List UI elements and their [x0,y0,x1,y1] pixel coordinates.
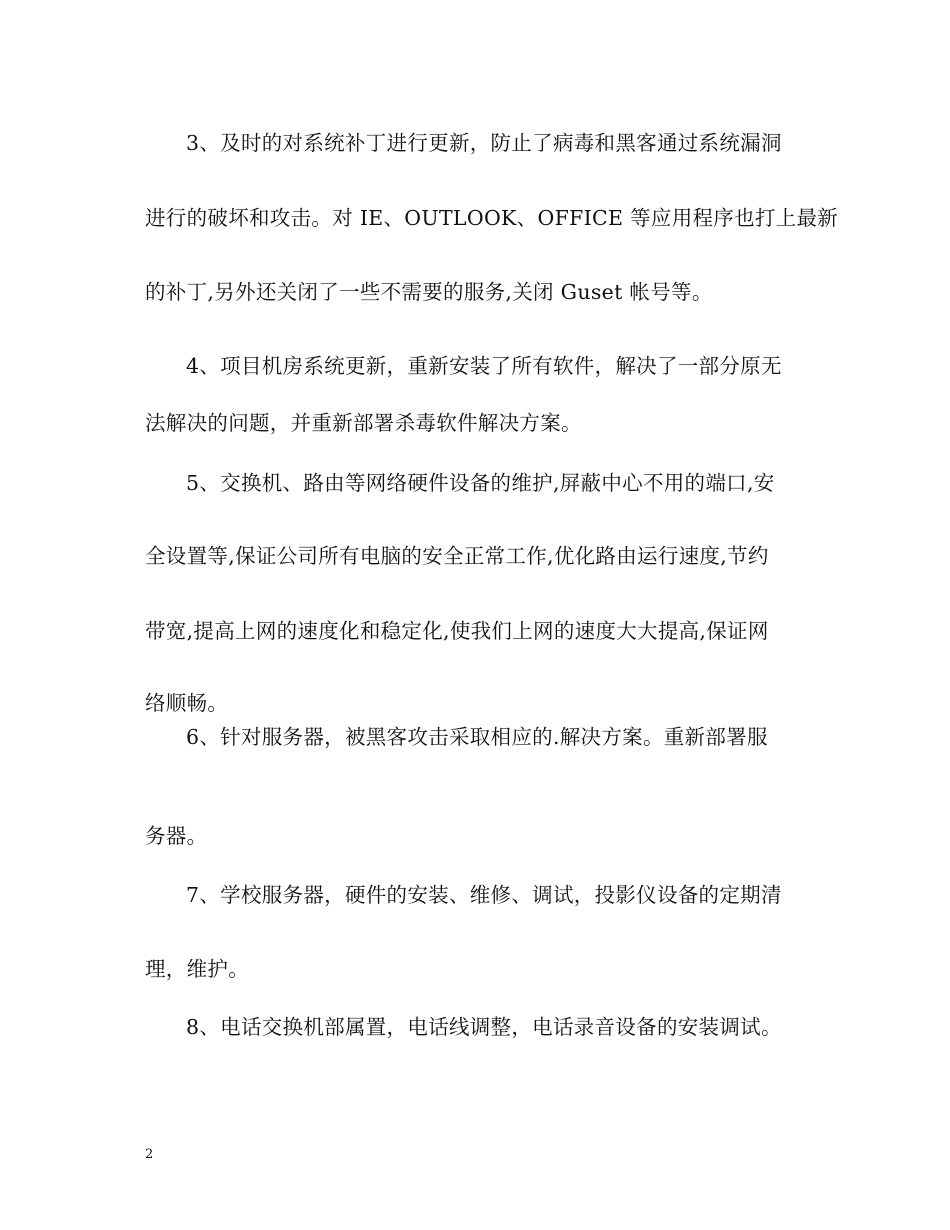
paragraph-5-line-3: 带宽,提高上网的速度化和稳定化,使我们上网的速度大大提高,保证网 [145,619,769,643]
page-number: 2 [145,1147,154,1162]
paragraph-3-line-3: 的补丁,另外还关闭了一些不需要的服务,关闭 Guset 帐号等。 [145,280,713,304]
paragraph-7-line-2: 理，维护。 [145,957,249,981]
paragraph-5-line-4: 络顺畅。 [145,691,229,715]
paragraph-8-line-1: 8、电话交换机部属置，电话线调整，电话录音设备的安装调试。 [186,1015,782,1039]
paragraph-6-line-2: 务器。 [145,824,208,848]
paragraph-3-line-1: 3、及时的对系统补丁进行更新，防止了病毒和黑客通过系统漏洞 [186,131,782,155]
paragraph-5-line-1: 5、交换机、路由等网络硬件设备的维护,屏蔽中心不用的端口,安 [186,471,775,495]
paragraph-3-line-2: 进行的破坏和攻击。对 IE、OUTLOOK、OFFICE 等应用程序也打上最新 [145,206,839,230]
paragraph-6-line-1: 6、针对服务器，被黑客攻击采取相应的.解决方案。重新部署服 [186,725,768,749]
paragraph-4-line-2: 法解决的问题，并重新部署杀毒软件解决方案。 [145,411,582,435]
paragraph-5-line-2: 全设置等,保证公司所有电脑的安全正常工作,优化路由运行速度,节约 [145,544,769,568]
paragraph-7-line-1: 7、学校服务器，硬件的安装、维修、调试，投影仪设备的定期清 [186,883,782,907]
paragraph-4-line-1: 4、项目机房系统更新，重新安装了所有软件，解决了一部分原无 [186,354,782,378]
